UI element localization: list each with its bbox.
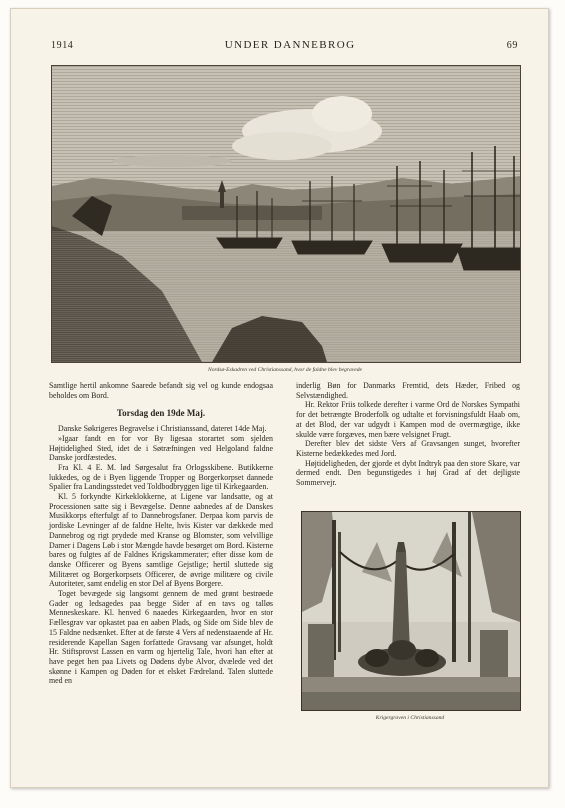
left-paragraph-1: Samtlige hertil ankomne Saarede befandt sig vel og kunde endogsaa beholdes om Bord. — [49, 381, 273, 400]
harbor-engraving — [51, 65, 521, 363]
header-title: UNDER DANNEBROG — [224, 39, 356, 51]
header-year: 1914 — [51, 40, 74, 51]
running-head — [51, 39, 518, 51]
harbor-engraving-art — [52, 66, 520, 362]
grave-photograph — [301, 511, 521, 711]
right-paragraph-2: Hr. Rektor Friis tolkede derefter i varme Ord de Norskes Sympathi for det betrængte Broderfolk og udtalte et forvisningsfuldt Haab om, at det Blod, der var udgydt i Kampen mod de overmægtige, ikke skulde være forgæves, men bære velsignet Frugt. — [296, 400, 520, 439]
right-column — [296, 381, 520, 488]
left-paragraph-2: Danske Søkrigeres Begravelse i Christianssand, dateret 14de Maj. — [58, 424, 267, 434]
right-paragraph-4: Højtideligheden, der gjorde et dybt Indtryk paa den store Skare, var dermed endt. Den begunstigedes i høj Grad af det dejligste Sommervejr. — [296, 458, 520, 488]
left-column — [49, 381, 273, 686]
left-paragraph-3: »Igaar fandt en for vor By ligesaa storartet som sjelden Højtidelighed Sted, idet de i Søtræfningen ved Helgoland faldne Danske jordfæstedes. — [49, 433, 273, 463]
engraving-caption: Nordsø-Eskadren ved Christianssand, hvor de faldne blev begravede — [207, 367, 362, 373]
page-number: 69 — [506, 40, 518, 51]
magazine-page — [10, 8, 549, 788]
left-paragraph-4: Fra Kl. 4 E. M. lød Sørgesalut fra Orlogsskibene. Butikkerne lukkedes, og de i Byen liggende Tropper og Borgerkorpset dannede Spalier fra Landingsstedet ved Toldbodbryggen lige til Kirkegaarden. — [49, 462, 273, 492]
left-paragraph-6: Toget bevægede sig langsomt gennem de med grønt bestrøede Gader og ledsagedes paa begge Sider af en tavs og talløs Menneskeskare. Kl. henved 6 naaedes Kirkegaarden, hvor en stor Fællesgrav var opkastet paa en aaben Plads, og Side om Side blev de 15 Faldne nedsænket. Efter at de første 4 Vers af nedenstaaende af Hr. residerende Kapellan Sagen forfattede Gravsang var afsunget, holdt Hr. Stiftsprovst Lassen en varm og hjertelig Tale, hvori han efter at have peget hen paa Livets og Dødens dybe Alvor, dvælede ved det skønne i Kampen og Døden for et elsket Fædreland. Talen sluttede med en — [49, 589, 273, 686]
photograph-caption: Krigergraven i Christianssand — [375, 715, 445, 721]
grave-photograph-art — [302, 512, 520, 710]
left-paragraph-5: Kl. 5 forkyndte Kirkeklokkerne, at Ligene var landsatte, og at Processionen satte sig i Bevægelse. Denne aabnedes af de Danskes Musikkorps efterfulgt af to Dannebrogsfaner. Derpaa kom parvis de jordiske Levninger af de faldne Helte, hvis Kister var dækkede med Dannebrog og rigt prydede med Kranse og Blomster, som velvillige Damer i Dagens Løb i stor Mængde havde besørget om Bord. Kisterne bares og fulgtes af de Faldnes Krigskammerater; efter disse kom de danske Officerer og Byens samtlige Gejstlige; hertil sluttede sig Militæret og Borgerkorpsets Officerer, de øvrige militære og civile Autoriteter, samt endelig en stor Del af Byens Borgere. — [49, 492, 273, 589]
right-paragraph-1: inderlig Bøn for Danmarks Fremtid, dets Hæder, Fribed og Selvstændighed. — [296, 381, 520, 400]
right-paragraph-3: Derefter blev det sidste Vers af Gravsangen sunget, hvorefter Kisterne bedækkedes med Jord. — [296, 439, 520, 458]
section-heading: Torsdag den 19de Maj. — [116, 408, 206, 419]
